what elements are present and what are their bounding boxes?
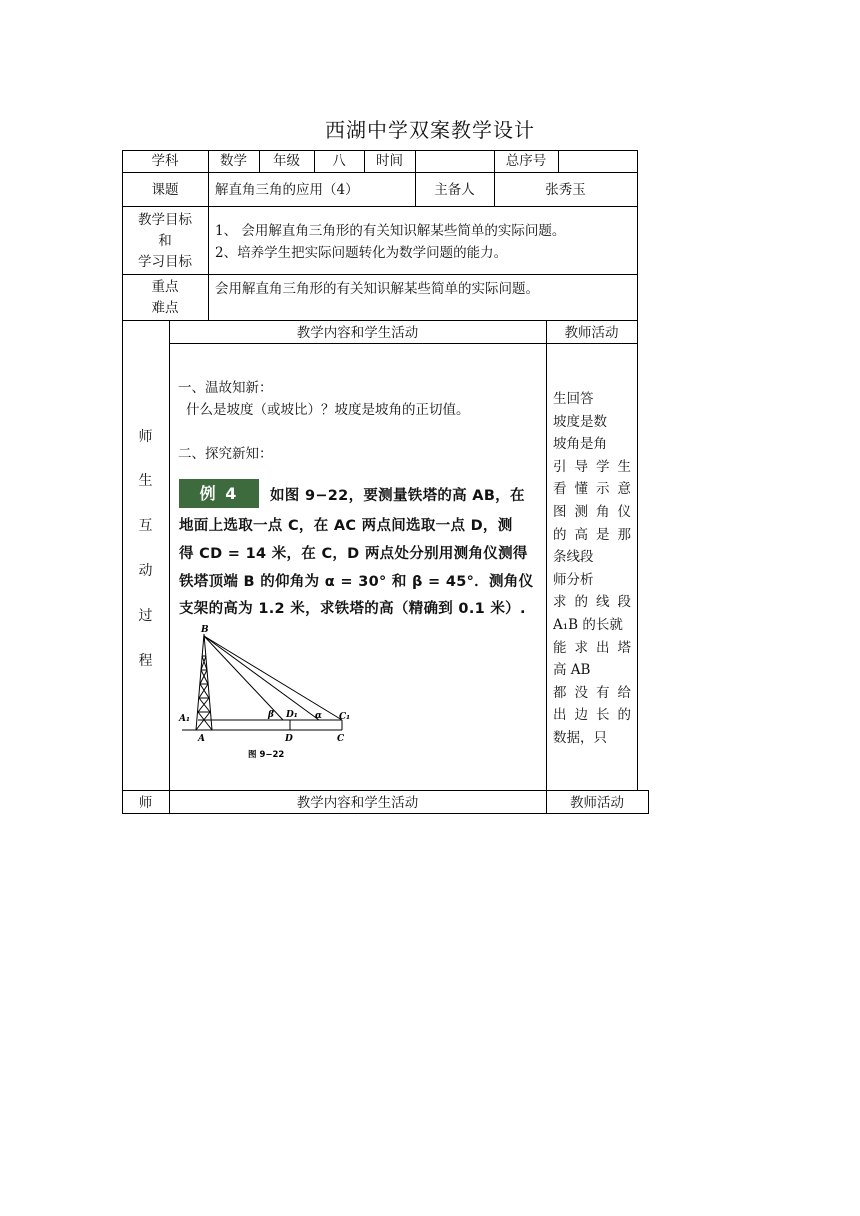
grade-label: 年级 xyxy=(273,153,300,169)
section2-title: 二、探究新知： xyxy=(178,446,273,462)
topic-label: 课题 xyxy=(151,182,179,198)
teacher-note: 的高是那 xyxy=(553,526,631,543)
time-label: 时间 xyxy=(376,153,403,169)
label-d1: D₁ xyxy=(286,710,298,720)
label-beta: β xyxy=(268,710,274,720)
teacher-note: 看懂示意 xyxy=(553,481,631,498)
teacher-header: 教师活动 xyxy=(564,325,619,341)
example-line: 如图 9−22，要测量铁塔的高 AB，在 xyxy=(270,488,525,504)
teacher-note: 生回答 xyxy=(553,391,594,407)
teacher-note: 条线段 xyxy=(553,549,594,566)
subject-value: 数学 xyxy=(220,153,247,169)
teacher-note: 都没有给 xyxy=(553,684,631,701)
teacher-note: 坡角是角 xyxy=(553,436,607,453)
side-char: 程 xyxy=(138,653,153,669)
preparer-label: 主备人 xyxy=(434,182,475,198)
key-points-label: 重点 难点 xyxy=(151,279,179,316)
side-char: 生 xyxy=(138,473,153,489)
teacher-note: 数据，只 xyxy=(553,730,607,746)
label-b: B xyxy=(201,625,209,635)
section1-text: 什么是坡度（或坡比）？坡度是坡角的正切值。 xyxy=(186,402,470,418)
teacher-note: 能求出塔 xyxy=(553,639,631,656)
example-line: 支架的高为 1.2 米，求铁塔的高（精确到 0.1 米）. xyxy=(179,601,526,617)
side-char: 师 xyxy=(138,429,153,445)
content-header: 教学内容和学生活动 xyxy=(296,325,419,341)
footer-content-header: 教学内容和学生活动 xyxy=(296,795,419,811)
label-c1: C₁ xyxy=(339,712,351,722)
footer-teacher-header: 教师活动 xyxy=(570,795,624,811)
page-title: 西湖中学双案教学设计 xyxy=(325,118,535,142)
goals-label: 教学目标 和 学习目标 xyxy=(138,212,192,270)
teacher-note: 求的线段 xyxy=(553,594,631,611)
label-alpha: α xyxy=(315,711,322,721)
figure-caption: 图 9−22 xyxy=(248,750,285,760)
side-char: 互 xyxy=(138,518,153,534)
teacher-note: 引导学生 xyxy=(553,458,631,475)
key-points-text: 会用解直角三角形的有关知识解某些简单的实际问题。 xyxy=(215,281,539,297)
label-c: C xyxy=(337,734,345,744)
example-line: 地面上选取一点 C，在 AC 两点间选取一点 D，测 xyxy=(179,518,513,534)
goal-item: 2、培养学生把实际问题转化为数学问题的能力。 xyxy=(215,245,508,261)
topic-value: 解直角三角的应用（4） xyxy=(215,182,359,198)
preparer-value: 张秀玉 xyxy=(545,182,586,198)
label-a1: A₁ xyxy=(179,714,190,724)
example-badge: 例 4 xyxy=(179,479,259,508)
section1-title: 一、温故知新： xyxy=(178,380,273,396)
teacher-note: 图测角仪 xyxy=(553,504,631,520)
label-a: A xyxy=(198,734,205,744)
example-line: 得 CD = 14 米，在 C，D 两点处分别用测角仪测得 xyxy=(179,546,528,562)
grade-value: 八 xyxy=(332,153,346,169)
seq-label: 总序号 xyxy=(505,153,547,169)
teacher-note: 师分析 xyxy=(553,571,594,588)
teacher-note: A₁B 的长就 xyxy=(553,617,623,633)
teacher-note: 出边长的 xyxy=(553,707,631,724)
teacher-note: 高 AB xyxy=(553,662,591,679)
tower-figure xyxy=(176,620,366,766)
example-line: 铁塔顶端 B 的仰角为 α = 30° 和 β = 45°．测角仪 xyxy=(179,574,534,590)
goals-list xyxy=(215,220,565,264)
goal-item: 1、 会用解直角三角形的有关知识解某些简单的实际问题。 xyxy=(215,223,566,239)
teacher-note: 坡度是数 xyxy=(553,413,607,430)
side-char: 动 xyxy=(138,563,153,579)
side-char: 过 xyxy=(138,608,153,624)
footer-side: 师 xyxy=(138,795,153,811)
label-d: D xyxy=(285,734,293,744)
subject-label: 学科 xyxy=(151,153,179,169)
